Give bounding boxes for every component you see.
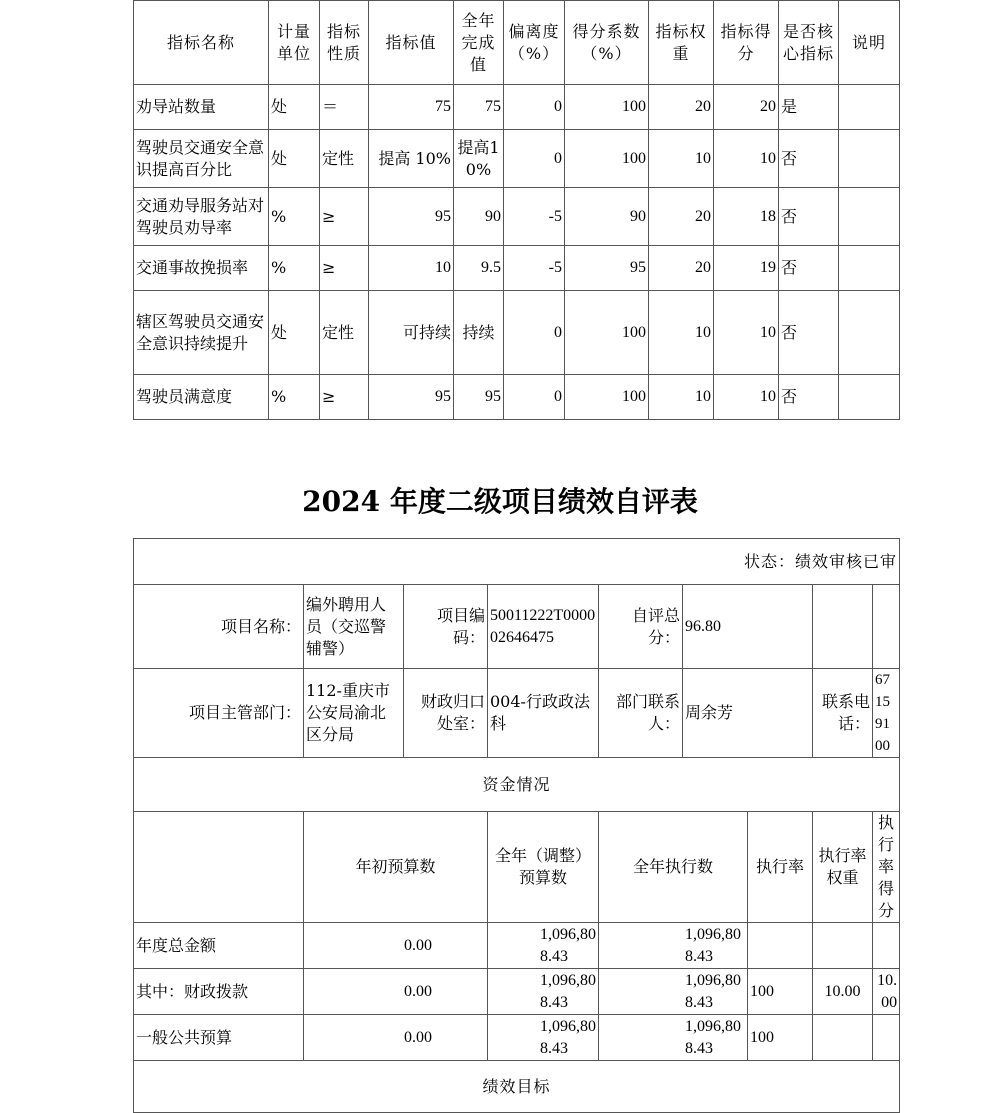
indicator-core: 否 bbox=[779, 130, 839, 188]
indicator-actual: 提高10% bbox=[454, 130, 504, 188]
table-row bbox=[134, 291, 900, 375]
empty-cell bbox=[813, 585, 873, 669]
indicator-weight: 20 bbox=[649, 246, 714, 291]
indicator-core: 否 bbox=[779, 188, 839, 246]
indicator-deviation: 0 bbox=[504, 291, 565, 375]
funds-executed: 1,096,808.43 bbox=[599, 1015, 748, 1061]
funds-exec-score: 10.00 bbox=[873, 969, 900, 1015]
goals-section-title: 绩效目标 bbox=[134, 1061, 900, 1113]
indicator-deviation: 0 bbox=[504, 130, 565, 188]
indicator-weight: 20 bbox=[649, 85, 714, 130]
indicator-name: 驾驶员交通安全意识提高百分比 bbox=[134, 130, 269, 188]
indicator-nature: ≥ bbox=[320, 375, 369, 420]
self-score-label: 自评总分： bbox=[599, 585, 683, 669]
phone-label: 联系电话： bbox=[813, 669, 873, 758]
indicator-name: 辖区驾驶员交通安全意识持续提升 bbox=[134, 291, 269, 375]
funds-initial: 0.00 bbox=[304, 1015, 488, 1061]
indicator-score: 10 bbox=[714, 375, 779, 420]
indicator-score: 10 bbox=[714, 291, 779, 375]
contact-label: 部门联系人： bbox=[599, 669, 683, 758]
indicator-target: 75 bbox=[369, 85, 454, 130]
finance-value: 004-行政政法科 bbox=[488, 669, 599, 758]
funds-initial: 0.00 bbox=[304, 969, 488, 1015]
indicator-unit: 处 bbox=[269, 85, 320, 130]
indicator-coef: 100 bbox=[565, 375, 649, 420]
table-row bbox=[134, 246, 900, 291]
funds-executed: 1,096,808.43 bbox=[599, 969, 748, 1015]
funds-exec-rate: 100 bbox=[748, 1015, 813, 1061]
header-note: 说明 bbox=[839, 1, 900, 85]
funds-executed: 1,096,808.43 bbox=[599, 923, 748, 969]
table-row bbox=[134, 969, 900, 1015]
indicator-deviation: 0 bbox=[504, 375, 565, 420]
funds-adjusted: 1,096,808.43 bbox=[488, 923, 599, 969]
header-adjusted-budget: 全年（调整）预算数 bbox=[488, 812, 599, 923]
indicator-unit: % bbox=[269, 188, 320, 246]
indicator-coef: 95 bbox=[565, 246, 649, 291]
indicator-note bbox=[839, 130, 900, 188]
table-row bbox=[134, 375, 900, 420]
table-row bbox=[134, 1015, 900, 1061]
header-weight: 指标权重 bbox=[649, 1, 714, 85]
indicator-weight: 10 bbox=[649, 130, 714, 188]
empty-cell bbox=[873, 585, 900, 669]
header-coef: 得分系数（%） bbox=[565, 1, 649, 85]
funds-exec-rate: 100 bbox=[748, 969, 813, 1015]
indicator-actual: 9.5 bbox=[454, 246, 504, 291]
indicator-score: 20 bbox=[714, 85, 779, 130]
indicator-actual: 95 bbox=[454, 375, 504, 420]
header-actual: 全年完成值 bbox=[454, 1, 504, 85]
dept-label: 项目主管部门： bbox=[134, 669, 304, 758]
indicator-note bbox=[839, 85, 900, 130]
funds-exec-rate bbox=[748, 923, 813, 969]
indicator-target: 10 bbox=[369, 246, 454, 291]
project-code-label: 项目编码： bbox=[404, 585, 488, 669]
indicator-name: 驾驶员满意度 bbox=[134, 375, 269, 420]
finance-label: 财政归口处室： bbox=[404, 669, 488, 758]
indicator-target: 95 bbox=[369, 188, 454, 246]
indicator-actual: 75 bbox=[454, 85, 504, 130]
self-score-value: 96.80 bbox=[683, 585, 813, 669]
indicator-table bbox=[133, 0, 900, 420]
indicator-score: 10 bbox=[714, 130, 779, 188]
header-initial-budget: 年初预算数 bbox=[304, 812, 488, 923]
indicator-nature: ≥ bbox=[320, 188, 369, 246]
indicator-weight: 10 bbox=[649, 375, 714, 420]
indicator-core: 否 bbox=[779, 375, 839, 420]
status-badge: 状态：绩效审核已审 bbox=[134, 539, 900, 585]
indicator-nature: 定性 bbox=[320, 291, 369, 375]
funds-exec-weight bbox=[813, 923, 873, 969]
project-name-row bbox=[134, 585, 900, 669]
project-name-label: 项目名称： bbox=[134, 585, 304, 669]
indicator-coef: 90 bbox=[565, 188, 649, 246]
indicator-core: 否 bbox=[779, 291, 839, 375]
header-indicator-name: 指标名称 bbox=[134, 1, 269, 85]
indicator-unit: % bbox=[269, 375, 320, 420]
indicator-coef: 100 bbox=[565, 130, 649, 188]
indicator-note bbox=[839, 375, 900, 420]
table-row bbox=[134, 188, 900, 246]
goals-section-row bbox=[134, 1061, 900, 1113]
indicator-coef: 100 bbox=[565, 85, 649, 130]
indicator-score: 19 bbox=[714, 246, 779, 291]
header-deviation: 偏离度（%） bbox=[504, 1, 565, 85]
funds-exec-weight bbox=[813, 1015, 873, 1061]
indicator-name: 交通事故挽损率 bbox=[134, 246, 269, 291]
header-exec-rate: 执行率 bbox=[748, 812, 813, 923]
indicator-unit: 处 bbox=[269, 291, 320, 375]
indicator-note bbox=[839, 188, 900, 246]
header-target: 指标值 bbox=[369, 1, 454, 85]
indicator-name: 劝导站数量 bbox=[134, 85, 269, 130]
indicator-actual: 持续 bbox=[454, 291, 504, 375]
table-row bbox=[134, 923, 900, 969]
indicator-header-row bbox=[134, 1, 900, 85]
project-name-value: 编外聘用人员（交巡警辅警） bbox=[304, 585, 404, 669]
indicator-weight: 20 bbox=[649, 188, 714, 246]
header-score: 指标得分 bbox=[714, 1, 779, 85]
indicator-name: 交通劝导服务站对驾驶员劝导率 bbox=[134, 188, 269, 246]
funds-adjusted: 1,096,808.43 bbox=[488, 969, 599, 1015]
indicator-deviation: -5 bbox=[504, 246, 565, 291]
indicator-note bbox=[839, 246, 900, 291]
indicator-nature: 定性 bbox=[320, 130, 369, 188]
header-exec-score: 执行率得分 bbox=[873, 812, 900, 923]
funds-exec-score bbox=[873, 923, 900, 969]
indicator-note bbox=[839, 291, 900, 375]
table-row bbox=[134, 85, 900, 130]
funds-row-label: 一般公共预算 bbox=[134, 1015, 304, 1061]
indicator-target: 可持续 bbox=[369, 291, 454, 375]
header-exec-weight: 执行率权重 bbox=[813, 812, 873, 923]
empty-cell bbox=[134, 812, 304, 923]
contact-value: 周余芳 bbox=[683, 669, 813, 758]
indicator-unit: % bbox=[269, 246, 320, 291]
page-title: 2024 年度二级项目绩效自评表 bbox=[302, 485, 698, 518]
funds-adjusted: 1,096,808.43 bbox=[488, 1015, 599, 1061]
indicator-unit: 处 bbox=[269, 130, 320, 188]
indicator-actual: 90 bbox=[454, 188, 504, 246]
header-core: 是否核心指标 bbox=[779, 1, 839, 85]
status-row bbox=[134, 539, 900, 585]
funds-exec-score bbox=[873, 1015, 900, 1061]
project-code-value: 50011222T000002646475 bbox=[488, 585, 599, 669]
table-row bbox=[134, 130, 900, 188]
header-nature: 指标性质 bbox=[320, 1, 369, 85]
indicator-nature: ≥ bbox=[320, 246, 369, 291]
indicator-nature: ＝ bbox=[320, 85, 369, 130]
indicator-deviation: -5 bbox=[504, 188, 565, 246]
funds-exec-weight: 10.00 bbox=[813, 969, 873, 1015]
indicator-deviation: 0 bbox=[504, 85, 565, 130]
indicator-score: 18 bbox=[714, 188, 779, 246]
funds-row-label: 年度总金额 bbox=[134, 923, 304, 969]
indicator-target: 95 bbox=[369, 375, 454, 420]
project-table bbox=[133, 538, 900, 1113]
phone-value: 67159100 bbox=[873, 669, 900, 758]
funds-section-row bbox=[134, 758, 900, 812]
funds-initial: 0.00 bbox=[304, 923, 488, 969]
funds-header-row bbox=[134, 812, 900, 923]
funds-row-label: 其中：财政拨款 bbox=[134, 969, 304, 1015]
dept-row bbox=[134, 669, 900, 758]
indicator-core: 否 bbox=[779, 246, 839, 291]
dept-value: 112-重庆市公安局渝北区分局 bbox=[304, 669, 404, 758]
funds-section-title: 资金情况 bbox=[134, 758, 900, 812]
indicator-weight: 10 bbox=[649, 291, 714, 375]
indicator-core: 是 bbox=[779, 85, 839, 130]
header-unit: 计量单位 bbox=[269, 1, 320, 85]
indicator-target: 提高 10% bbox=[369, 130, 454, 188]
indicator-coef: 100 bbox=[565, 291, 649, 375]
header-executed: 全年执行数 bbox=[599, 812, 748, 923]
